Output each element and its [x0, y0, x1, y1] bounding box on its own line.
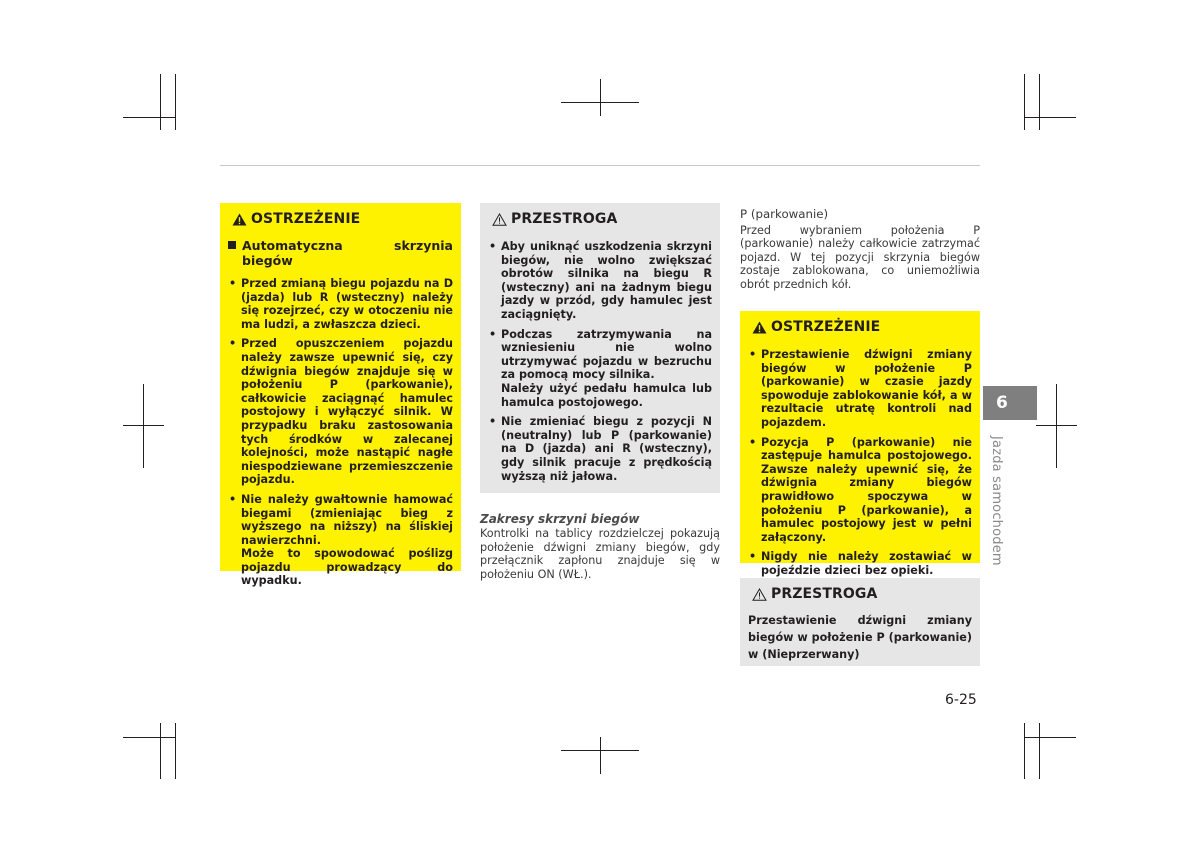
warning-box-title: [752, 319, 972, 335]
caution-title-text: PRZESTROGA: [771, 586, 878, 602]
list-item: • Nie zmieniać biegu z pozycji N (neutralny) lub P (parkowanie) na D (jazda) ani R (wsteczny), gdy silnik pracuje z prędkością wyższą niż jałowa.: [488, 415, 712, 483]
warning-title-text: OSTRZEŻENIE: [771, 319, 881, 335]
warning-triangle-filled-icon: [232, 213, 247, 226]
list-item: • Nie należy gwałtownie hamować biegami (zmieniając bieg z wyższego na niższy) na śliskiej nawierzchni. Może to spowodować poślizg pojazdu prowadzący do wypadku.: [228, 493, 453, 588]
warning-box-transmission: [220, 203, 461, 588]
section-gear-ranges: [480, 512, 720, 581]
caution-bullet-list: [488, 240, 712, 483]
warning-subtitle: [228, 238, 453, 268]
warning-bullet-list: [748, 348, 972, 578]
square-bullet-icon: [228, 241, 236, 249]
list-item: • Aby uniknąć uszkodzenia skrzyni biegów, nie wolno zwiększać obrotów silnika na biegu R (wsteczny) ani na żadnym biegu jazdy w przód, gdy hamulec jest zaciągnięty.: [488, 240, 712, 322]
list-item: • Nigdy nie należy zostawiać w pojeździe dzieci bez opieki.: [748, 550, 972, 577]
park-section: [740, 208, 980, 292]
warning-triangle-filled-icon: [752, 321, 767, 334]
warning-triangle-outline-icon: [752, 588, 767, 601]
warning-subtitle-text: Automatyczna skrzynia biegów: [242, 238, 453, 268]
page-number: 6-25: [945, 692, 977, 708]
chapter-tab: 6: [983, 386, 1037, 420]
caution-box-transmission: [480, 203, 720, 493]
chapter-label: Jazda samochodem: [989, 436, 1004, 566]
caution-box-title: [492, 211, 712, 227]
list-item: • Pozycja P (parkowanie) nie zastępuje hamulca postojowego. Zawsze należy upewnić się, że dźwignia zmiany biegów prawidłowo spoczywa w położeniu P (parkowanie), a hamulec postojowy jest w pełni załączony.: [748, 436, 972, 545]
park-text: Przed wybraniem położenia P (parkowanie) należy całkowicie zatrzymać pojazd. W tej pozycji skrzynia biegów zostaje zablokowana, co uniemożliwia obrót przednich kół.: [740, 223, 980, 291]
section-text: Kontrolki na tablicy rozdzielczej pokazują położenie dźwigni zmiany biegów, gdy przełącznik zapłonu znajduje się w położeniu ON (WŁ.).: [480, 527, 720, 581]
list-item: • Przed opuszczeniem pojazdu należy zawsze upewnić się, czy dźwignia biegów znajduje się w położeniu P (parkowanie), całkowicie zaciągnąć hamulec postojowy i wyłączyć silnik. W przypadku braku zastosowania tych środków w zalecanej kolejności, może nastąpić nagłe niespodziewane przemieszczenie pojazdu.: [228, 337, 453, 487]
list-item: • Przed zmianą biegu pojazdu na D (jazda) lub R (wsteczny) należy się rozejrzeć, czy w otoczeniu nie ma ludzi, a zwłaszcza dzieci.: [228, 277, 453, 331]
caution-box-title: [752, 586, 972, 602]
warning-box-title: [232, 211, 453, 227]
warning-box-park: [740, 311, 980, 577]
warning-title-text: OSTRZEŻENIE: [251, 211, 361, 227]
header-rule: [220, 165, 980, 166]
caution-text: Przestawienie dźwigni zmiany biegów w położenie P (parkowanie) w (Nieprzerwany): [748, 614, 972, 661]
caution-title-text: PRZESTROGA: [511, 211, 618, 227]
caution-box-park: [740, 578, 980, 666]
section-heading: Zakresy skrzyni biegów: [480, 512, 640, 526]
park-heading: P (parkowanie): [740, 207, 829, 221]
list-item: • Przestawienie dźwigni zmiany biegów w położenie P (parkowanie) w czasie jazdy spowoduje zablokowanie kół, a w rezultacie utratę kontroli nad pojazdem.: [748, 348, 972, 430]
warning-bullet-list: [228, 277, 453, 588]
warning-triangle-outline-icon: [492, 213, 507, 226]
list-item: • Podczas zatrzymywania na wzniesieniu nie wolno utrzymywać pojazdu w bezruchu za pomocą mocy silnika. Należy użyć pedału hamulca lub hamulca postojowego.: [488, 328, 712, 410]
